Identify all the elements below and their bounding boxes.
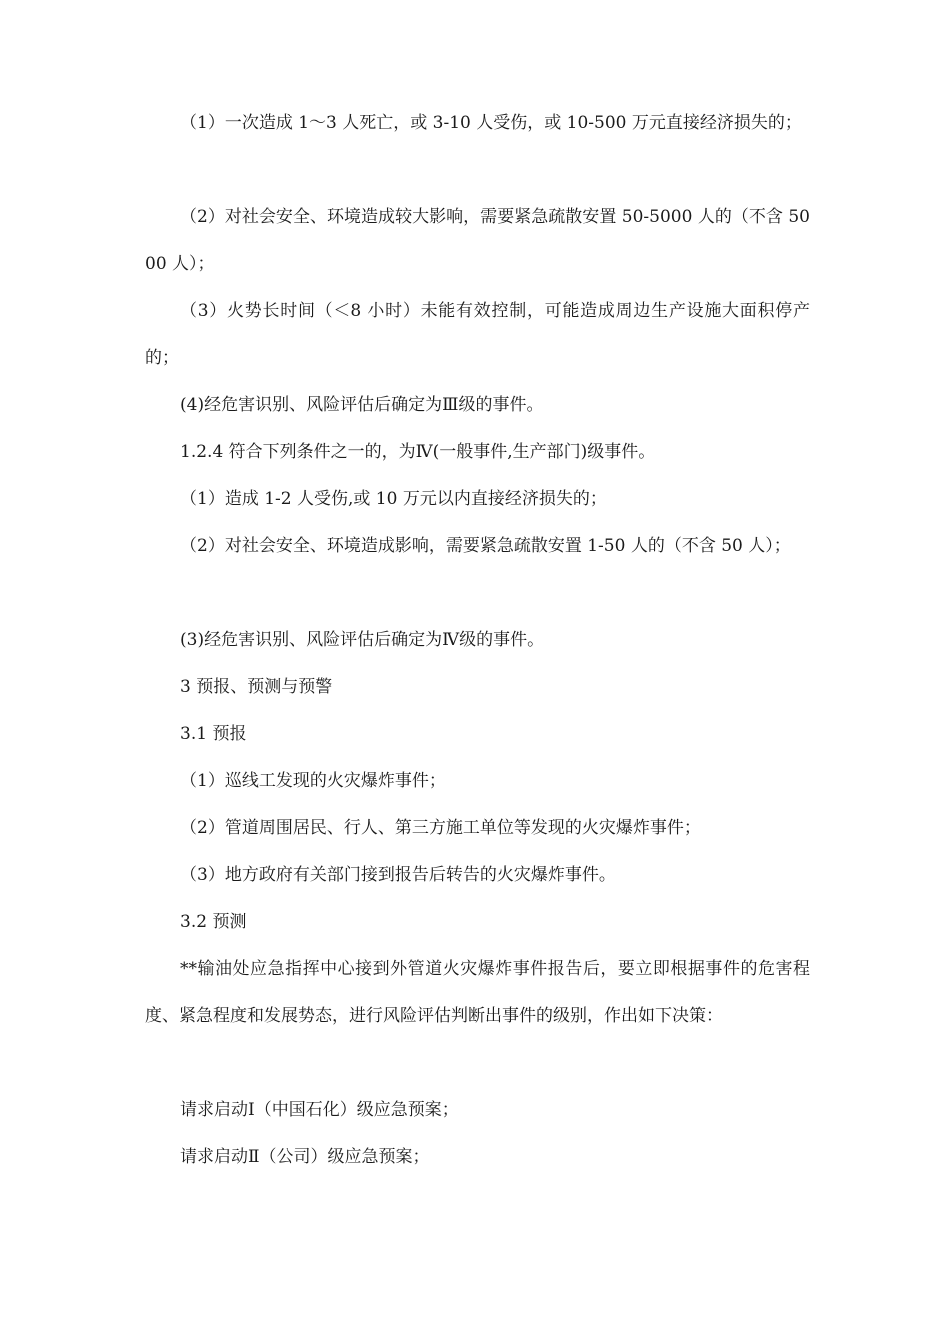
paragraph-10: （3）地方政府有关部门接到报告后转告的火灾爆炸事件。 (180, 865, 616, 885)
paragraph-11: **输油处应急指挥中心接到外管道火灾爆炸事件报告后，要立即根据事件的危害程度、紧急程度和发展势态，进行风险评估判断出事件的级别，作出如下决策： (145, 959, 810, 1026)
paragraph-9: （2）管道周围居民、行人、第三方施工单位等发现的火灾爆炸事件； (180, 818, 701, 838)
paragraph-1: （1）一次造成 1～3 人死亡，或 3-10 人受伤，或 10-500 万元直接经济损失的； (180, 113, 802, 133)
section-heading-1-2-4: 1.2.4 符合下列条件之一的，为Ⅳ(一般事件,生产部门)级事件。 (180, 442, 656, 462)
paragraph-7: (3)经危害识别、风险评估后确定为Ⅳ级的事件。 (180, 630, 545, 650)
section-heading-3-2: 3.2 预测 (180, 912, 247, 932)
section-heading-3-1: 3.1 预报 (180, 724, 247, 744)
paragraph-4: (4)经危害识别、风险评估后确定为Ⅲ级的事件。 (180, 395, 544, 415)
paragraph-12: 请求启动Ⅰ（中国石化）级应急预案； (180, 1100, 459, 1120)
section-heading-3: 3 预报、预测与预警 (180, 677, 333, 697)
paragraph-3: （3）火势长时间（＜8 小时）未能有效控制，可能造成周边生产设施大面积停产的； (145, 301, 810, 368)
paragraph-2: （2）对社会安全、环境造成较大影响，需要紧急疏散安置 50-5000 人的（不含 5000 人）； (145, 207, 810, 274)
paragraph-6: （2）对社会安全、环境造成影响，需要紧急疏散安置 1-50 人的（不含 50 人）； (180, 536, 791, 556)
paragraph-13: 请求启动Ⅱ（公司）级应急预案； (180, 1147, 430, 1167)
paragraph-8: （1）巡线工发现的火灾爆炸事件； (180, 771, 446, 791)
paragraph-5: （1）造成 1-2 人受伤,或 10 万元以内直接经济损失的； (180, 489, 607, 509)
